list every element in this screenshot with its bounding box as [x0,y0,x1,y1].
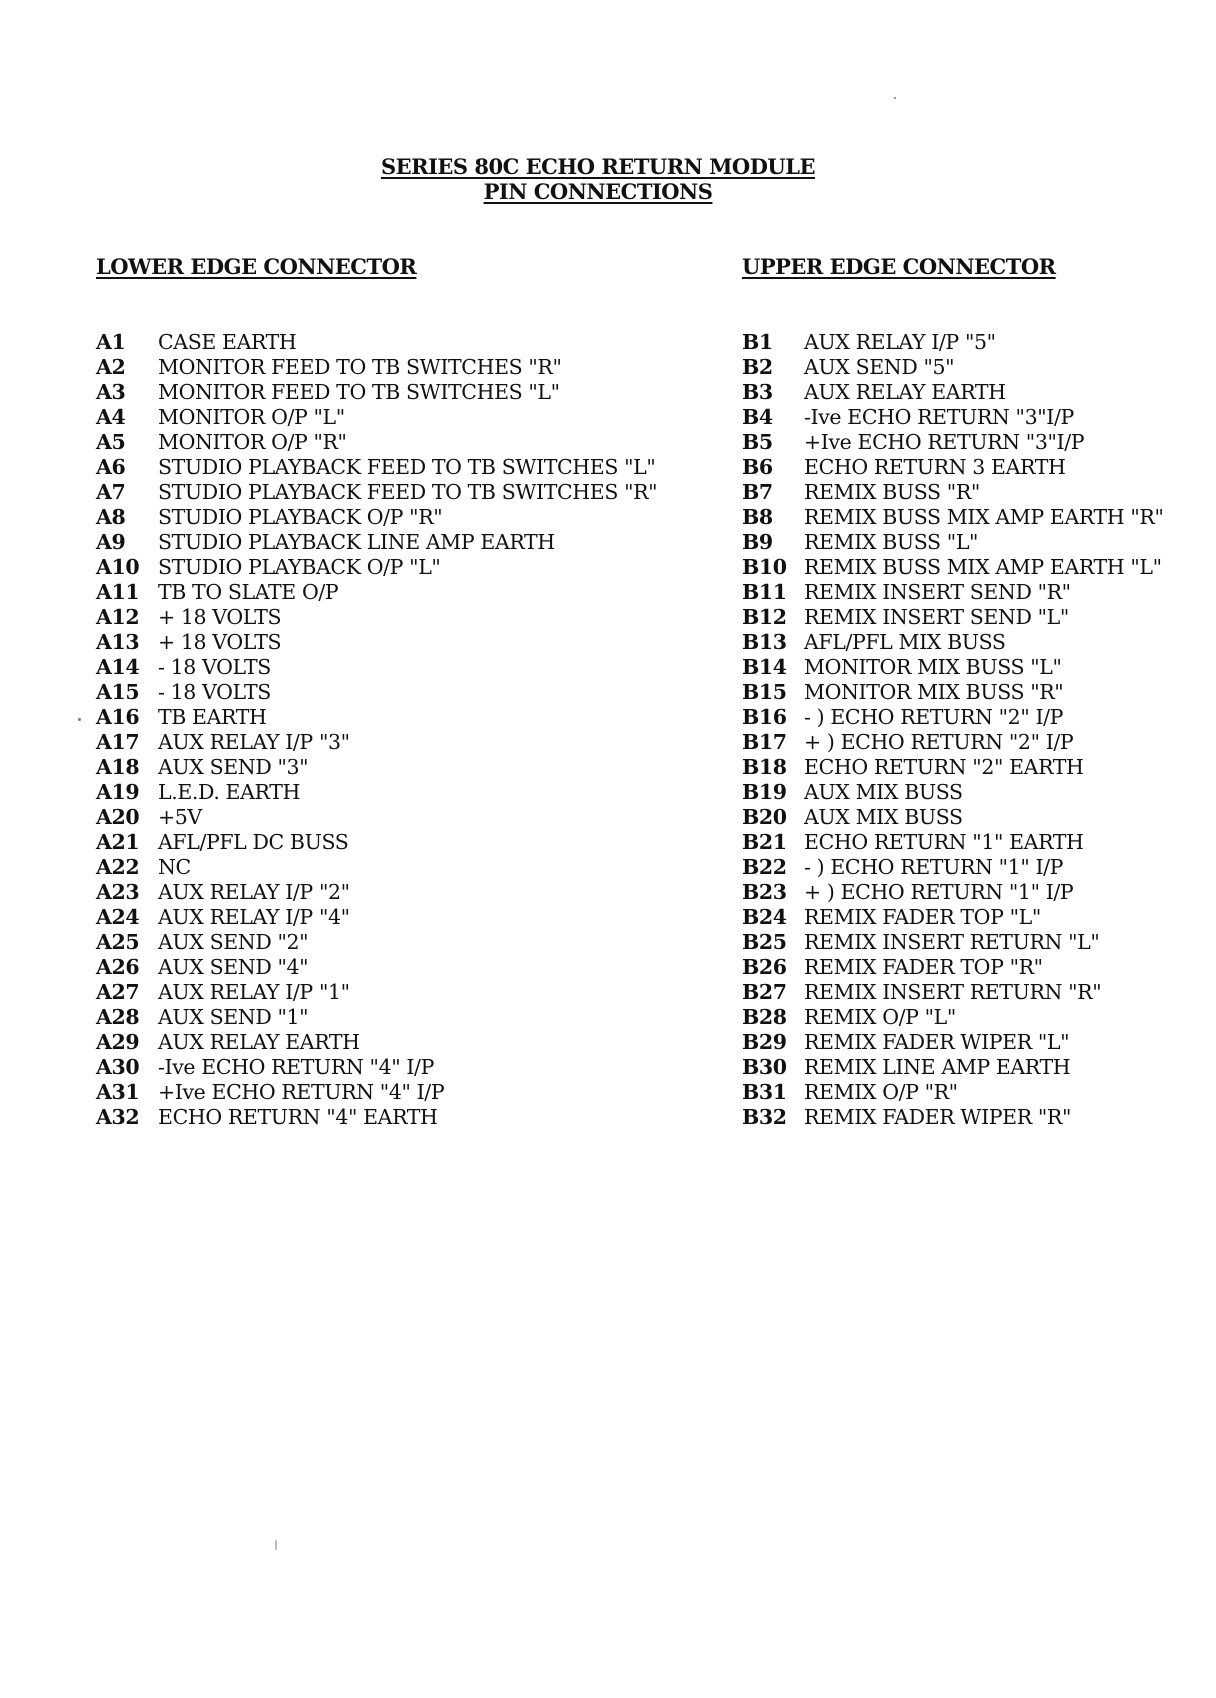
pin-description: MONITOR MIX BUSS "L" [804,655,1062,679]
pin-id: B11 [742,580,787,604]
pin-row [96,1080,657,1105]
pin-description: AUX MIX BUSS [804,780,963,804]
pin-description: -Ive ECHO RETURN "3"I/P [804,405,1074,429]
pin-row [742,980,1164,1005]
pin-id: B22 [742,855,787,879]
pin-id: B15 [742,680,787,704]
pin-row [96,505,657,530]
pin-row [742,1055,1164,1080]
pin-description: + ) ECHO RETURN "1" I/P [804,880,1074,904]
pin-id: B8 [742,505,773,529]
pin-id: A2 [96,355,126,379]
pin-id: A31 [96,1080,140,1104]
pin-row [96,555,657,580]
pin-row [742,755,1164,780]
pin-id: A29 [96,1030,140,1054]
upper-pin-list [742,330,1164,1130]
pin-row [742,855,1164,880]
pin-description: AUX SEND "2" [158,930,309,954]
pin-id: A19 [96,780,140,804]
pin-description: REMIX FADER WIPER "R" [804,1105,1071,1129]
pin-row [96,630,657,655]
pin-row [742,930,1164,955]
pin-row [742,480,1164,505]
pin-description: REMIX INSERT SEND "R" [804,580,1071,604]
pin-description: REMIX O/P "R" [804,1080,958,1104]
pin-description: MONITOR MIX BUSS "R" [804,680,1064,704]
pin-id: A3 [96,380,126,404]
pin-id: A21 [96,830,140,854]
pin-id: B14 [742,655,787,679]
pin-row [96,530,657,555]
pin-description: MONITOR FEED TO TB SWITCHES "R" [158,355,562,379]
pin-row [96,1055,657,1080]
pin-description: ECHO RETURN "1" EARTH [804,830,1084,854]
pin-description: AUX RELAY I/P "3" [158,730,350,754]
pin-row [742,730,1164,755]
pin-id: A24 [96,905,140,929]
pin-description: REMIX FADER TOP "L" [804,905,1041,929]
pin-id: A5 [96,430,126,454]
pin-row [742,830,1164,855]
pin-description: AUX SEND "4" [158,955,309,979]
pin-id: B7 [742,480,773,504]
pin-id: B32 [742,1105,787,1129]
pin-id: B9 [742,530,773,554]
pin-description: - ) ECHO RETURN "2" I/P [804,705,1064,729]
pin-description: STUDIO PLAYBACK LINE AMP EARTH [158,530,555,554]
pin-row [96,655,657,680]
pin-description: MONITOR O/P "R" [158,430,347,454]
pin-description: - 18 VOLTS [158,680,271,704]
pin-row [742,505,1164,530]
lower-connector-heading: LOWER EDGE CONNECTOR [96,254,417,279]
pin-row [96,455,657,480]
pin-description: REMIX INSERT RETURN "R" [804,980,1102,1004]
pin-description: AUX SEND "1" [158,1005,309,1029]
pin-description: +Ive ECHO RETURN "4" I/P [158,1080,445,1104]
pin-description: REMIX O/P "L" [804,1005,956,1029]
pin-row [742,1030,1164,1055]
pin-id: A28 [96,1005,140,1029]
pin-id: A7 [96,480,126,504]
pin-id: A23 [96,880,140,904]
pin-description: STUDIO PLAYBACK FEED TO TB SWITCHES "R" [158,480,658,504]
pin-row [742,430,1164,455]
pin-description: CASE EARTH [158,330,297,354]
pin-row [742,580,1164,605]
pin-id: B29 [742,1030,787,1054]
pin-row [96,355,657,380]
pin-id: A22 [96,855,140,879]
pin-row [742,780,1164,805]
pin-id: A9 [96,530,126,554]
pin-row [96,905,657,930]
pin-description: REMIX INSERT RETURN "L" [804,930,1100,954]
pin-description: REMIX INSERT SEND "L" [804,605,1069,629]
pin-description: AUX RELAY I/P "4" [158,905,350,929]
pin-row [742,655,1164,680]
pin-id: B21 [742,830,787,854]
pin-description: + 18 VOLTS [158,605,282,629]
pin-row [742,355,1164,380]
pin-id: B16 [742,705,787,729]
scan-speck [894,97,896,99]
pin-row [742,1080,1164,1105]
pin-row [96,1005,657,1030]
pin-id: B30 [742,1055,787,1079]
document-subtitle: PIN CONNECTIONS [483,179,713,204]
pin-id: B13 [742,630,787,654]
pin-row [96,805,657,830]
pin-row [96,380,657,405]
pin-id: A18 [96,755,140,779]
pin-description: AUX SEND "5" [804,355,955,379]
pin-id: A25 [96,930,140,954]
pin-description: ECHO RETURN "4" EARTH [158,1105,438,1129]
pin-id: A20 [96,805,140,829]
pin-description: +Ive ECHO RETURN "3"I/P [804,430,1085,454]
pin-id: B23 [742,880,787,904]
pin-id: A8 [96,505,126,529]
scan-speck [78,718,81,721]
pin-id: B26 [742,955,787,979]
pin-row [96,705,657,730]
pin-id: A14 [96,655,140,679]
pin-row [96,680,657,705]
pin-row [742,605,1164,630]
pin-description: L.E.D. EARTH [158,780,300,804]
pin-row [742,880,1164,905]
pin-id: A27 [96,980,140,1004]
pin-row [96,780,657,805]
pin-description: + 18 VOLTS [158,630,282,654]
pin-description: AUX MIX BUSS [804,805,963,829]
pin-row [742,330,1164,355]
pin-row [742,905,1164,930]
pin-description: REMIX LINE AMP EARTH [804,1055,1071,1079]
pin-row [742,680,1164,705]
pin-id: B18 [742,755,787,779]
pin-description: - 18 VOLTS [158,655,271,679]
pin-id: A6 [96,455,126,479]
pin-id: B20 [742,805,787,829]
pin-description: STUDIO PLAYBACK O/P "R" [158,505,443,529]
pin-id: A13 [96,630,140,654]
pin-description: MONITOR FEED TO TB SWITCHES "L" [158,380,560,404]
pin-id: B24 [742,905,787,929]
lower-pin-list [96,330,657,1130]
pin-row [96,830,657,855]
pin-description: AUX RELAY EARTH [158,1030,360,1054]
pin-row [96,1030,657,1055]
pin-row [742,630,1164,655]
pin-row [742,555,1164,580]
pin-id: B25 [742,930,787,954]
pin-id: A32 [96,1105,140,1129]
pin-id: B27 [742,980,787,1004]
pin-description: AUX RELAY I/P "5" [804,330,996,354]
pin-id: A10 [96,555,140,579]
document-title: SERIES 80C ECHO RETURN MODULE [380,154,816,179]
pin-id: B10 [742,555,787,579]
pin-id: A30 [96,1055,140,1079]
pin-id: A1 [96,330,126,354]
pin-description: REMIX BUSS MIX AMP EARTH "R" [804,505,1164,529]
pin-id: A11 [96,580,140,604]
pin-row [742,955,1164,980]
upper-connector-heading: UPPER EDGE CONNECTOR [742,254,1056,279]
pin-description: REMIX BUSS MIX AMP EARTH "L" [804,555,1162,579]
pin-description: AFL/PFL DC BUSS [158,830,349,854]
pin-id: A26 [96,955,140,979]
pin-id: A12 [96,605,140,629]
pin-id: B31 [742,1080,787,1104]
pin-row [96,1105,657,1130]
pin-description: REMIX FADER TOP "R" [804,955,1043,979]
pin-id: A17 [96,730,140,754]
pin-row [742,380,1164,405]
pin-row [742,805,1164,830]
pin-row [742,405,1164,430]
pin-row [742,530,1164,555]
pin-description: REMIX BUSS "R" [804,480,980,504]
pin-description: TB EARTH [158,705,267,729]
pin-row [96,755,657,780]
pin-row [96,580,657,605]
pin-row [742,455,1164,480]
pin-description: -Ive ECHO RETURN "4" I/P [158,1055,434,1079]
pin-description: REMIX BUSS "L" [804,530,979,554]
pin-description: AFL/PFL MIX BUSS [804,630,1006,654]
pin-description: ECHO RETURN 3 EARTH [804,455,1066,479]
pin-description: REMIX FADER WIPER "L" [804,1030,1070,1054]
pin-id: B1 [742,330,773,354]
pin-id: B12 [742,605,787,629]
pin-description: AUX SEND "3" [158,755,309,779]
pin-description: + ) ECHO RETURN "2" I/P [804,730,1074,754]
pin-id: B17 [742,730,787,754]
pin-row [96,605,657,630]
pin-description: AUX RELAY EARTH [804,380,1006,404]
pin-row [96,880,657,905]
pin-description: TB TO SLATE O/P [158,580,339,604]
pin-id: B5 [742,430,773,454]
pin-row [96,330,657,355]
pin-row [96,430,657,455]
pin-description: STUDIO PLAYBACK O/P "L" [158,555,441,579]
pin-description: AUX RELAY I/P "2" [158,880,350,904]
scan-speck [275,1540,277,1550]
pin-id: B4 [742,405,773,429]
pin-row [96,930,657,955]
pin-description: - ) ECHO RETURN "1" I/P [804,855,1064,879]
pin-row [742,1105,1164,1130]
pin-description: STUDIO PLAYBACK FEED TO TB SWITCHES "L" [158,455,656,479]
pin-row [742,705,1164,730]
pin-row [96,480,657,505]
pin-row [96,405,657,430]
pin-id: B6 [742,455,773,479]
pin-row [96,855,657,880]
pin-id: A16 [96,705,140,729]
pin-id: B19 [742,780,787,804]
pin-description: NC [158,855,191,879]
pin-row [96,980,657,1005]
pin-id: B28 [742,1005,787,1029]
pin-description: MONITOR O/P "L" [158,405,345,429]
pin-id: B2 [742,355,773,379]
pin-description: +5V [158,805,202,829]
pin-row [742,1005,1164,1030]
pin-row [96,955,657,980]
pin-id: A4 [96,405,126,429]
pin-id: B3 [742,380,773,404]
pin-description: AUX RELAY I/P "1" [158,980,350,1004]
pin-description: ECHO RETURN "2" EARTH [804,755,1084,779]
pin-row [96,730,657,755]
pin-id: A15 [96,680,140,704]
